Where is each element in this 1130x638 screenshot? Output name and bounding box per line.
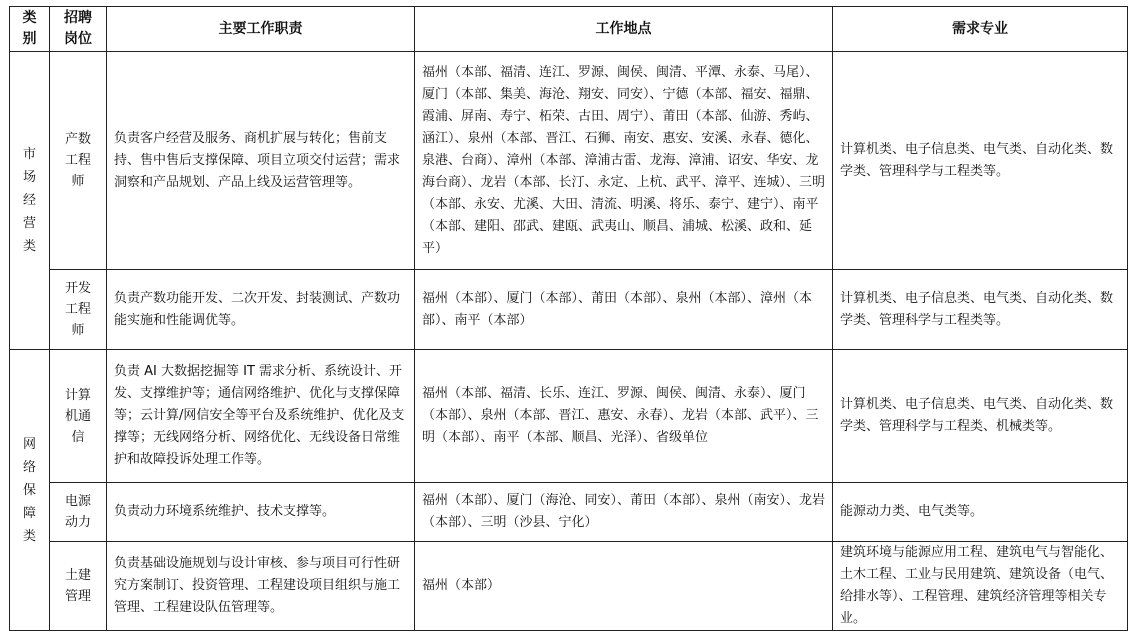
location-cell: 福州（本部）、厦门（本部）、莆田（本部）、泉州（本部）、漳州（本部）、南平（本部）: [415, 270, 833, 350]
majors-cell: 计算机类、电子信息类、电气类、自动化类、数学类、管理科学与工程类等。: [833, 270, 1128, 350]
table-row: [10, 483, 1128, 542]
duties-cell: 负责动力环境系统维护、技术支撑等。: [107, 483, 415, 542]
position-cell: 产数工程师: [50, 52, 107, 270]
location-cell: 福州（本部）: [415, 542, 833, 631]
duties-cell: 负责 AI 大数据挖掘等 IT 需求分析、系统设计、开发、支撑维护等；通信网络维护、优化与支撑保障等；云计算/网信安全等平台及系统维护、优化及支撑等；无线网络分析、网络优化、无线设备日常维护和故障投诉处理工作等。: [107, 350, 415, 483]
position-cell: 电源动力: [50, 483, 107, 542]
position-cell: 开发工程师: [50, 270, 107, 350]
duties-cell: 负责基础设施规划与设计审核、参与项目可行性研究方案制订、投资管理、工程建设项目组织与施工管理、工程建设队伍管理等。: [107, 542, 415, 631]
position-cell: 计算机通信: [50, 350, 107, 483]
majors-cell: 能源动力类、电气类等。: [833, 483, 1128, 542]
header-location: 工作地点: [415, 7, 833, 52]
duties-cell: 负责产数功能开发、二次开发、封装测试、产数功能实施和性能调优等。: [107, 270, 415, 350]
recruitment-table: [9, 6, 1128, 631]
table-row: [10, 542, 1128, 631]
location-cell: 福州（本部）、厦门（海沧、同安）、莆田（本部）、泉州（南安）、龙岩（本部）、三明（沙县、宁化）: [415, 483, 833, 542]
header-duties: 主要工作职责: [107, 7, 415, 52]
majors-cell: 计算机类、电子信息类、电气类、自动化类、数学类、管理科学与工程类、机械类等。: [833, 350, 1128, 483]
majors-cell: 计算机类、电子信息类、电气类、自动化类、数学类、管理科学与工程类等。: [833, 52, 1128, 270]
table-row: [10, 350, 1128, 483]
majors-cell: 建筑环境与能源应用工程、建筑电气与智能化、土木工程、工业与民用建筑、建筑设备（电气、给排水等）、工程管理、建筑经济管理等相关专业。: [833, 542, 1128, 631]
table-row: [10, 52, 1128, 270]
duties-cell: 负责客户经营及服务、商机扩展与转化；售前支持、售中售后支撑保障、项目立项交付运营；需求洞察和产品规划、产品上线及运营管理等。: [107, 52, 415, 270]
position-cell: 土建管理: [50, 542, 107, 631]
category-cell: 网络保障类: [10, 350, 50, 631]
table-header-row: [10, 7, 1128, 52]
header-majors: 需求专业: [833, 7, 1128, 52]
header-position: 招聘岗位: [50, 7, 107, 52]
category-cell: 市场经营类: [10, 52, 50, 350]
location-cell: 福州（本部、福清、连江、罗源、闽侯、闽清、平潭、永泰、马尾）、厦门（本部、集美、海沧、翔安、同安）、宁德（本部、福安、福鼎、霞浦、屏南、寿宁、柘荣、古田、周宁）、莆田（本部、仙游、秀屿、涵江）、泉州（本部、晋江、石狮、南安、惠安、安溪、永春、德化、泉港、台商）、漳州（本部、漳浦古雷、龙海、漳浦、诏安、华安、龙海台商）、龙岩（本部、长汀、永定、上杭、武平、漳平、连城）、三明（本部、永安、尤溪、大田、清流、明溪、将乐、泰宁、建宁）、南平（本部、建阳、邵武、建瓯、武夷山、顺昌、浦城、松溪、政和、延平）: [415, 52, 833, 270]
header-category: 类别: [10, 7, 50, 52]
location-cell: 福州（本部、福清、长乐、连江、罗源、闽侯、闽清、永泰）、厦门（本部）、泉州（本部、晋江、惠安、永春）、龙岩（本部、武平）、三明（本部）、南平（本部、顺昌、光泽）、省级单位: [415, 350, 833, 483]
table-row: [10, 270, 1128, 350]
